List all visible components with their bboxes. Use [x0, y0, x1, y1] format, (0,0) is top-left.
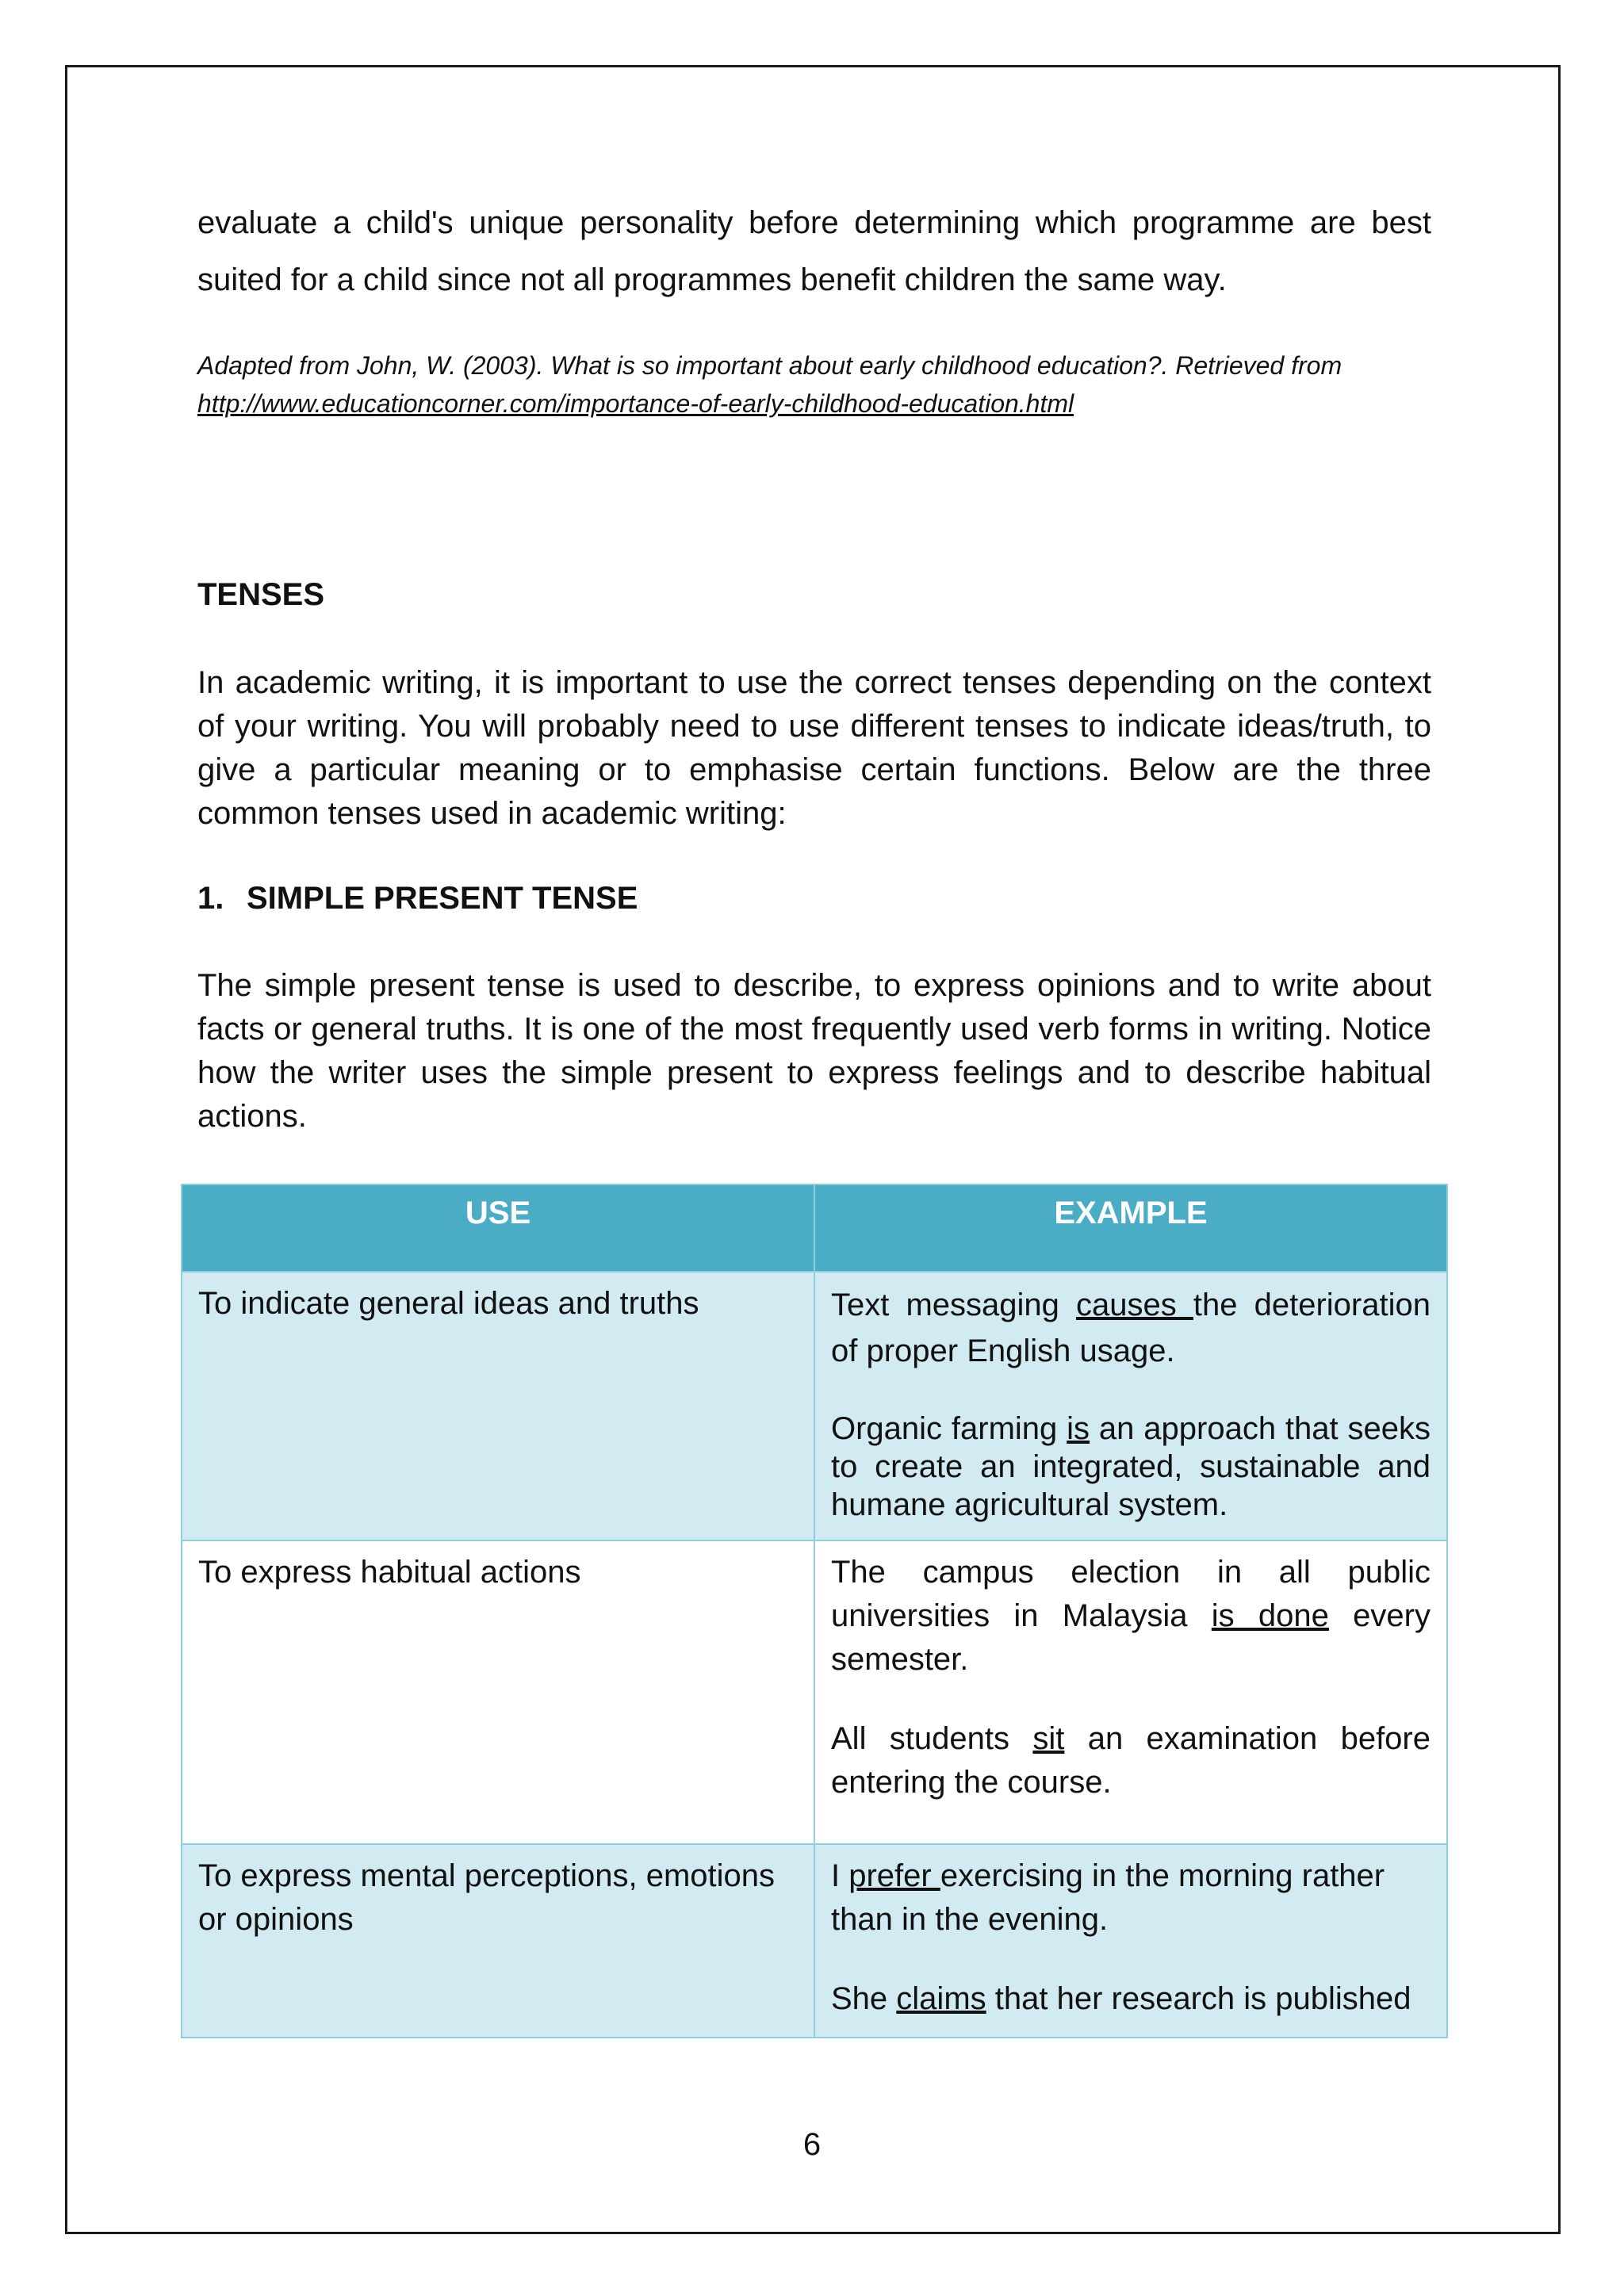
table-row	[182, 1844, 1447, 2038]
page-number: 6	[802, 2127, 822, 2162]
example-sentence: All students sit an examination before entering the course.	[831, 1721, 1431, 1800]
example-cell	[814, 1844, 1447, 2038]
example-sentence: The campus election in all public universities in Malaysia is done every semester.	[831, 1555, 1431, 1677]
header-example: EXAMPLE	[814, 1184, 1447, 1272]
example-sentence: I prefer exercising in the morning rather than in the evening.	[831, 1858, 1385, 1937]
use-cell: To express mental perceptions, emotions or opinions	[182, 1844, 814, 2038]
table-row	[182, 1272, 1447, 1540]
example-sentence: Organic farming is an approach that seeks to create an integrated, sustainable and humane agricultural system.	[831, 1411, 1431, 1522]
table-header-row	[182, 1184, 1447, 1272]
citation-text: Adapted from John, W. (2003). What is so important about early childhood education?. Retrieved from	[197, 351, 1342, 380]
use-cell: To indicate general ideas and truths	[182, 1272, 814, 1540]
citation-link[interactable]: http://www.educationcorner.com/importance-of-early-childhood-education.html	[197, 389, 1074, 418]
example-cell	[814, 1540, 1447, 1844]
example-sentence: Text messaging causes the deterioration of proper English usage.	[831, 1288, 1431, 1368]
subsection-body: The simple present tense is used to describe, to express opinions and to write about facts or general truths. It is one of the most frequently used verb forms in writing. Notice how the writer uses the simple present to express feelings and to describe habitual actions.	[197, 968, 1431, 1134]
section-title: TENSES	[197, 577, 325, 612]
citation	[197, 346, 1431, 423]
underlined-verb: claims	[896, 1981, 986, 2016]
table-row	[182, 1540, 1447, 1844]
example-sentence: She claims that her research is published	[831, 1981, 1411, 2016]
example-cell	[814, 1272, 1447, 1540]
tense-table	[181, 1184, 1448, 2038]
use-cell: To express habitual actions	[182, 1540, 814, 1844]
underlined-verb: prefer	[848, 1858, 940, 1893]
header-use: USE	[182, 1184, 814, 1272]
intro-paragraph: evaluate a child's unique personality before determining which programme are best suited for a child since not all programmes benefit children the same way.	[197, 205, 1431, 297]
underlined-verb: sit	[1032, 1721, 1065, 1756]
subsection-number: 1.	[197, 881, 224, 916]
subsection-title	[197, 878, 638, 918]
underlined-verb: causes	[1076, 1288, 1193, 1322]
subsection-title-text: SIMPLE PRESENT TENSE	[247, 881, 638, 916]
underlined-verb: is done	[1211, 1598, 1329, 1633]
section-intro: In academic writing, it is important to use the correct tenses depending on the context of your writing. You will probably need to use different tenses to indicate ideas/truth, to give a particular meaning or to emphasise certain functions. Below are the three common tenses used in academic writing:	[197, 665, 1431, 831]
underlined-verb: is	[1067, 1411, 1090, 1446]
